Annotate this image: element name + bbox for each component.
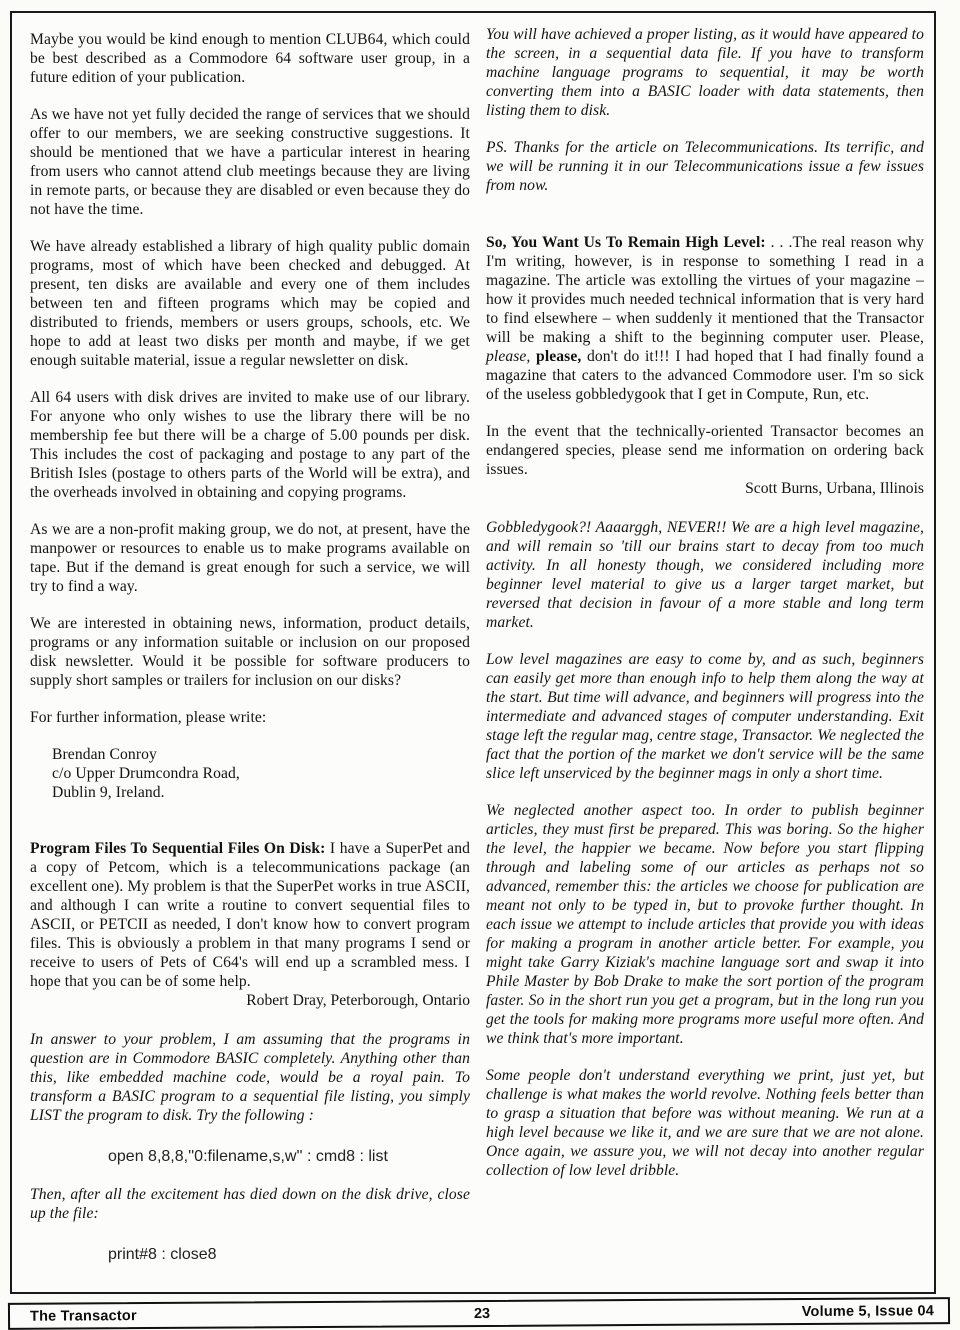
paragraph-editor-reply-ps: PS. Thanks for the article on Telecommunications. Its terrific, and we will be running it in our Telecommunications issue a few issues from now. — [486, 139, 924, 194]
paragraph-club64-2: As we have not yet fully decided the range of services that we should offer to our members, we are seeking constructive suggestions. It should be mentioned that we have a particular interest in hearing from users who cannot attend club meetings because they are living in remote parts, or because they are disabled or even because they do not have the time. — [30, 106, 470, 218]
paragraph-club64-5: As we are a non-profit making group, we do not, at present, have the manpower or resources to enable us to make programs available on tape. But if the demand is great enough for such a service, we will try to find a way. — [30, 521, 470, 595]
paragraph-club64-1: Maybe you would be kind enough to mention CLUB64, which could be best described as a Commodore 64 software user group, in a future edition of your publication. — [30, 31, 470, 86]
address-line-name: Brendan Conroy — [52, 746, 157, 763]
paragraph-seqfiles-letter: Program Files To Sequential Files On Disk: I have a SuperPet and a copy of Petcom, which is a telecommunications package (an excellent one). My problem is that the SuperPet works in true ASCII, and although I can write a routine to convert sequential files to ASCII, or PETCII as needed, I don't know how to convert program files. This is obviously a problem in that many programs I send or receive to users of Pets of C64's will end up a scrambled mess. I hope that you can be of some help. — [30, 840, 470, 990]
signature-robert-dray: Robert Dray, Peterborough, Ontario — [246, 992, 470, 1009]
footer-page-number: 23 — [473, 1305, 491, 1322]
paragraph-highlevel-2: In the event that the technically-oriented Transactor becomes an endangered species, please send me information on ordering back issues. — [486, 423, 924, 478]
signature-scott-burns: Scott Burns, Urbana, Illinois — [745, 480, 924, 497]
right-column — [486, 25, 924, 1198]
code-line-open: open 8,8,8,''0:filename,s,w'' : cmd8 : list — [108, 1148, 388, 1165]
paragraph-club64-3: We have already established a library of high quality public domain programs, most of which have been checked and debugged. At present, ten disks are available and every one of them includes between ten and fifteen programs which may be copied and distributed to friends, members or users groups, schools, etc. We hope to add at least two disks per month and maybe, if we get enough suitable material, issue a regular newsletter on disk. — [30, 238, 470, 369]
paragraph-highlevel-letter: So, You Want Us To Remain High Level: . . .The real reason why I'm writing, however, is in response to something I read in a magazine. The article was extolling the virtues of your magazine – how it provides much needed technical information that is very hard to find elsewhere – when suddenly it mentioned that the Transactor will be making a shift to the beginning computer user. Please, please, please, don't do it!!! I had hoped that I had finally found a magazine that caters to the advanced Commodore user. I'm so sick of the useless gobbledygook that I get in Compute, Run, etc. — [486, 234, 925, 403]
paragraph-editor-response-1: Gobbledygook?! Aaaarggh, NEVER!! We are a high level magazine, and will remain so 'till our brains start to decay from too much activity. In all honesty though, we considered including more beginner level material to give us a larger target market, but reversed that decision in favour of a more stable and long term market. — [486, 519, 924, 631]
paragraph-editor-reply-3: You will have achieved a proper listing, as it would have appeared to the screen, in a sequential data file. If you have to transform machine language programs to sequential, it may be worth converting them into a BASIC loader with data statements, then listing them to disk. — [486, 26, 924, 119]
address-block — [30, 745, 470, 802]
code-line-close: print#8 : close8 — [108, 1246, 217, 1263]
paragraph-editor-reply-2: Then, after all the excitement has died down on the disk drive, close up the file: — [30, 1186, 470, 1222]
left-column — [30, 30, 470, 1283]
footer-magazine-title: The Transactor — [29, 1307, 137, 1325]
address-line-city: Dublin 9, Ireland. — [52, 784, 165, 801]
address-line-street: c/o Upper Drumcondra Road, — [52, 765, 240, 782]
footer-issue-label: Volume 5, Issue 04 — [801, 1302, 935, 1320]
paragraph-editor-response-2: Low level magazines are easy to come by, and as such, beginners can easily get more than enough info to help them along the way at the start. But time will advance, and beginners will progress into the intermediate and advanced stages of computer understanding. Exit stage left the regular mag, centre stage, Transactor. We neglected the fact that the portion of the market we don't service will be the same slice left unserviced by the beginner mags in only a short time. — [486, 651, 924, 782]
footer-bar — [8, 1297, 950, 1330]
paragraph-editor-reply-1: In answer to your problem, I am assuming that the programs in question are in Commodore BASIC completely. Anything other than this, like embedded machine code, would be a royal pain. To transform a BASIC program to a sequential file listing, you simply LIST the program to disk. Try the following : — [30, 1031, 470, 1124]
paragraph-editor-response-3: We neglected another aspect too. In order to publish beginner articles, they must first be prepared. This was boring. So the higher the level, the happier we became. Now before you start flipping through and labeling some of our articles as perhaps not so advanced, remember this: the articles we choose for publication are meant not only to be typed in, but to provoke further thought. In each issue we attempt to include articles that provide you with ideas for making a program in another article better. For example, you might take Garry Kiziak's machine language sort and swap it into Phile Master by Bob Drake to make the sort portion of the program faster. So in the short run you get a program, but in the long run you get the tools for making more programs more useful more often. And we think that's more important. — [486, 802, 924, 1047]
paragraph-club64-6: We are interested in obtaining news, information, product details, programs or any information suitable or inclusion on our proposed disk newsletter. Would it be possible for software producers to supply short samples or trailers for inclusion on our disks? — [30, 615, 470, 689]
paragraph-editor-response-4: Some people don't understand everything we print, just yet, but challenge is what makes the world revolve. Nothing feels better than to grasp a situation that before was without meaning. We run at a high level because we like it, and we are sure that we are not alone. Once again, we assure you, we will not decay into another regular collection of low level dribble. — [486, 1067, 924, 1179]
paragraph-write-to: For further information, please write: — [30, 709, 267, 726]
paragraph-club64-4: All 64 users with disk drives are invited to make use of our library. For anyone who only wishes to use the library there will be no membership fee but there will be a charge of 5.00 pounds per disk. This includes the cost of packaging and postage to any part of the British Isles (postage to others parts of the World will be extra), and the overheads involved in obtaining and copying programs. — [30, 389, 470, 501]
